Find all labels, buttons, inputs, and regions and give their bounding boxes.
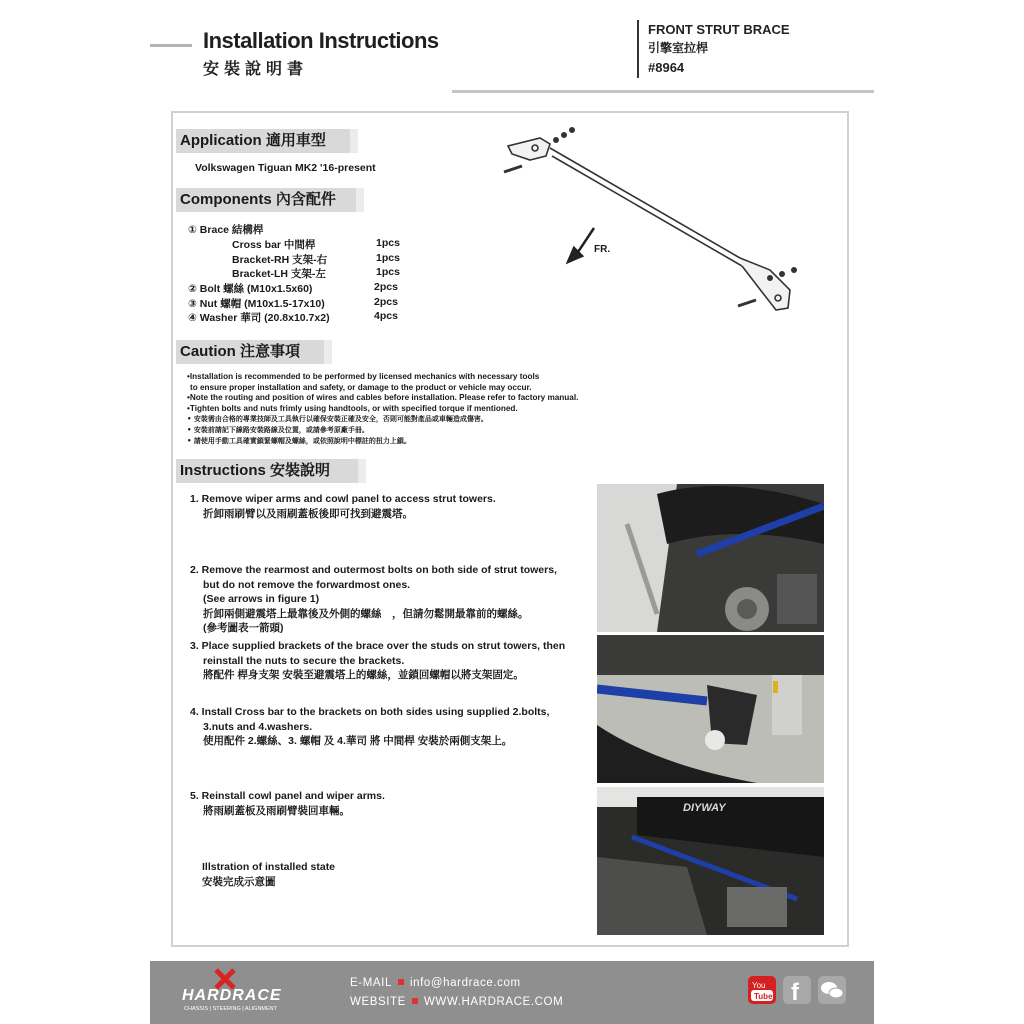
brand-name: HARDRACE bbox=[182, 987, 282, 1004]
instruction-step-1 bbox=[190, 492, 496, 521]
footer-email bbox=[350, 977, 521, 989]
caution-line: • 安裝需由合格的專業技師及工具執行以確保安裝正確及安全，否則可能對產品或車輛造成傷害。 bbox=[187, 415, 488, 424]
photo-installed-state bbox=[597, 787, 824, 935]
step-text-cn: 折卸雨刷臂以及雨刷蓋板後即可找到避震塔。 bbox=[203, 507, 413, 520]
website-label: WEBSITE bbox=[350, 996, 406, 1008]
email-label: E-MAIL bbox=[350, 977, 392, 989]
caption-text: Illstration of installed state bbox=[202, 861, 336, 873]
page-title-cn: 安裝說明書 bbox=[203, 59, 309, 78]
footer-website bbox=[350, 996, 563, 1008]
caution-line: •Note the routing and position of wires and cables before installation. Please refer to factory manual. bbox=[187, 393, 579, 403]
svg-text:Tube: Tube bbox=[754, 992, 773, 1001]
product-name: FRONT STRUT BRACE bbox=[648, 22, 790, 37]
facebook-icon[interactable] bbox=[783, 976, 811, 1004]
component-qty: 1pcs bbox=[376, 237, 400, 249]
step-text-cn: 將雨刷蓋板及雨刷臂裝回車輛。 bbox=[203, 804, 350, 817]
svg-text:You: You bbox=[752, 981, 766, 990]
component-item: ③ Nut 螺帽 (M10x1.5-17x10) bbox=[188, 298, 325, 310]
photo-strut-tower-2 bbox=[597, 635, 824, 783]
step-text-cn: (參考圖表一箭頭) bbox=[203, 622, 284, 634]
step-text: (See arrows in figure 1) bbox=[203, 593, 320, 605]
email-link[interactable]: info@hardrace.com bbox=[409, 977, 521, 989]
component-item: ② Bolt 螺絲 (M10x1.5x60) bbox=[188, 283, 313, 295]
step-text: 2. Remove the rearmost and outermost bolts on both side of strut towers, bbox=[190, 564, 557, 576]
illustration-caption bbox=[202, 860, 335, 889]
step-text: 3. Place supplied brackets of the brace over the studs on strut towers, then bbox=[190, 640, 566, 652]
application-heading: Application 適用車型 bbox=[176, 129, 350, 153]
component-item: ① Brace 結構桿 bbox=[188, 224, 264, 236]
component-item: Cross bar 中間桿 bbox=[232, 239, 316, 251]
step-text: 3.nuts and 4.washers. bbox=[203, 720, 313, 733]
product-info bbox=[648, 20, 790, 77]
component-item: ④ Washer 華司 (20.8x10.7x2) bbox=[188, 312, 330, 324]
component-qty: 2pcs bbox=[374, 281, 398, 293]
instructions-heading: Instructions 安裝說明 bbox=[176, 459, 358, 483]
wechat-icon[interactable] bbox=[818, 976, 846, 1004]
step-text: 1. Remove wiper arms and cowl panel to access strut towers. bbox=[190, 493, 496, 505]
svg-text:f: f bbox=[791, 979, 799, 1004]
website-link[interactable]: WWW.HARDRACE.COM bbox=[423, 996, 564, 1008]
product-name-cn: 引擎室拉桿 bbox=[648, 41, 709, 55]
component-qty: 1pcs bbox=[376, 266, 400, 278]
vehicle-fitment: Volkswagen Tiguan MK2 '16-present bbox=[195, 162, 376, 174]
youtube-icon[interactable] bbox=[748, 976, 776, 1004]
caution-line: •Installation is recommended to be performed by licensed mechanics with necessary tools bbox=[187, 372, 540, 381]
caution-line: • 安裝前請記下線路安裝路線及位置，或請參考原廠手冊。 bbox=[187, 425, 369, 434]
instruction-step-2 bbox=[190, 563, 557, 636]
caution-line: • 請使用手動工具確實鎖緊螺帽及螺絲，或依照說明中標註的扭力上鎖。 bbox=[187, 436, 411, 445]
component-qty: 4pcs bbox=[374, 310, 398, 322]
caution-line: •Tighten bolts and nuts frimly using handtools, or with specified torque if mentioned. bbox=[187, 403, 518, 413]
instruction-step-5 bbox=[190, 789, 385, 818]
components-heading: Components 內含配件 bbox=[176, 188, 356, 212]
header-rule-left bbox=[150, 44, 192, 47]
step-text: 4. Install Cross bar to the brackets on both sides using supplied 2.bolts, bbox=[190, 706, 550, 718]
step-text-cn: 使用配件 2.螺絲、3. 螺帽 及 4.華司 將 中間桿 安裝於兩側支架上。 bbox=[203, 735, 513, 747]
bullet-icon bbox=[398, 979, 404, 985]
header-rule-right bbox=[452, 90, 874, 93]
header-divider bbox=[637, 20, 639, 78]
hardrace-logo bbox=[176, 966, 321, 1014]
step-text-cn: 將配件 桿身支架 安裝至避震塔上的螺絲，並鎖回螺帽以將支架固定。 bbox=[203, 669, 524, 681]
step-text: 5. Reinstall cowl panel and wiper arms. bbox=[190, 790, 385, 802]
bullet-icon bbox=[412, 998, 418, 1004]
brand-tagline: CHASSIS | STEERING | ALIGNMENT bbox=[184, 1006, 278, 1012]
caution-heading: Caution 注意事項 bbox=[176, 340, 324, 364]
photo-strut-tower-1 bbox=[597, 484, 824, 632]
caution-text bbox=[187, 372, 578, 446]
caption-text-cn: 安裝完成示意圖 bbox=[202, 875, 276, 888]
component-qty: 2pcs bbox=[374, 296, 398, 308]
photo-badge-text: DIYWAY bbox=[683, 802, 726, 814]
brace-diagram bbox=[490, 120, 830, 320]
component-item: Bracket-LH 支架-左 bbox=[232, 268, 326, 280]
page-title: Installation Instructions bbox=[203, 28, 439, 53]
instruction-step-4 bbox=[190, 705, 549, 749]
step-text: but do not remove the forwardmost ones. bbox=[203, 578, 411, 591]
step-text: reinstall the nuts to secure the brackets. bbox=[203, 654, 405, 667]
component-item: Bracket-RH 支架-右 bbox=[232, 254, 328, 266]
caution-line: to ensure proper installation and safety, or damage to the product or vehicle may occur. bbox=[190, 382, 532, 392]
step-text-cn: 折卸兩側避震塔上最靠後及外側的螺絲 ，但請勿鬆開最靠前的螺絲。 bbox=[203, 607, 529, 620]
instruction-step-3 bbox=[190, 639, 565, 683]
part-number: #8964 bbox=[648, 60, 685, 75]
component-qty: 1pcs bbox=[376, 252, 400, 264]
front-direction-label: FR. bbox=[594, 244, 611, 255]
